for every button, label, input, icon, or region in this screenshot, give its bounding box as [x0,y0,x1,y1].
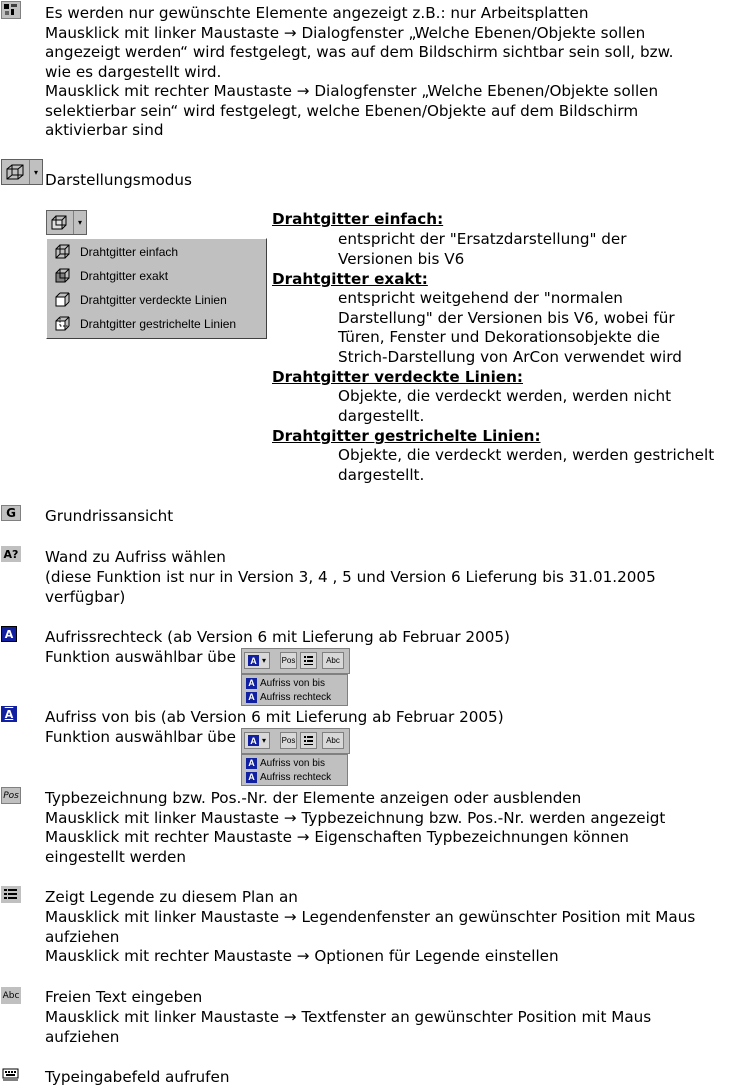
definition-term-exact: Drahtgitter exakt: [272,270,428,288]
chevron-down-icon: ▾ [261,656,266,665]
legend-button[interactable] [300,732,317,749]
mini-toolbar [241,648,350,674]
mini-menu-item-fromto[interactable] [246,676,325,690]
legend-line-3: aufziehen [45,927,120,946]
free-text-line-1: Freien Text eingeben [45,988,203,1006]
legend-button[interactable] [300,652,317,669]
menu-item-label: Drahtgitter exakt [80,269,169,283]
mini-menu-item-rect[interactable] [246,690,331,704]
elevation-rect-icon: A [1,626,17,642]
elevation-icon: A [248,735,259,746]
definition-text: entspricht weitgehend der "normalen [338,289,623,307]
elevation-rect-line-2: Funktion auswählbar übe [45,648,236,666]
wireframe-dashed-icon [55,316,71,332]
wall-elevation-icon: A? [1,546,21,562]
pos-button[interactable]: Pos [280,732,297,749]
mini-menu-item-label: Aufriss von bis [260,677,326,689]
mini-menu-item-label: Aufriss von bis [260,757,326,769]
wireframe-exact-icon [50,214,70,232]
definition-text: Darstellung" der Versionen bis V6, wobei für [338,309,675,327]
text-button[interactable]: Abc [322,652,344,669]
wireframe-hidden-lines-icon [55,292,71,308]
wireframe-simple-icon [55,244,71,260]
type-label-line-1: Typbezeichnung bzw. Pos.-Nr. der Elemente anzeigen oder ausblenden [45,789,582,807]
elevation-fromto-icon: A [246,758,257,769]
menu-item-label: Drahtgitter einfach [80,245,179,259]
pos-icon: Pos [1,787,21,804]
elevation-dropdown-button[interactable] [244,732,270,749]
legend-icon [1,886,21,903]
elevation-fromto-icon: A [1,706,17,722]
display-mode-dropdown [46,210,87,235]
mini-menu [241,674,348,706]
chevron-down-icon: ▾ [261,736,266,745]
keyboard-icon [1,1066,21,1084]
wall-elevation-line-2: (diese Funktion ist nur in Version 3, 4 , 5 und Version 6 Lieferung bis 31.01.2005 [45,568,656,586]
definition-text: entspricht der "Ersatzdarstellung" der [338,230,627,248]
mini-menu-item-fromto[interactable] [246,756,325,770]
elevation-fromto-line-1: Aufriss von bis (ab Version 6 mit Lieferung ab Februar 2005) [45,708,504,726]
free-text-line-2: Mausklick mit linker Maustaste → Textfenster an gewünschter Position mit Maus [45,1008,652,1026]
chevron-down-icon: ▾ [73,211,86,234]
filter-line-2: Mausklick mit linker Maustaste → Dialogfenster „Welche Ebenen/Objekte sollen [45,23,646,42]
filter-line-4: wie es dargestellt wird. [45,62,222,81]
pos-button[interactable]: Pos [280,652,297,669]
menu-item-wireframe-exact[interactable] [55,265,168,287]
filter-icon [1,1,21,19]
menu-item-label: Drahtgitter verdeckte Linien [80,293,227,307]
wall-elevation-line-3: verfügbar) [45,588,126,606]
elevation-dropdown-button[interactable] [244,652,270,669]
floorplan-icon: G [1,505,21,521]
type-label-line-3: Mausklick mit rechter Maustaste → Eigenschaften Typbezeichnungen können [45,828,629,846]
legend-line-1: Zeigt Legende zu diesem Plan an [45,888,298,906]
text-abc-icon: Abc [1,987,21,1004]
definition-text: dargestellt. [338,407,425,425]
filter-line-1: Es werden nur gewünschte Elemente angezeigt z.B.: nur Arbeitsplatten [45,4,589,22]
menu-item-wireframe-hidden[interactable] [55,289,227,311]
text-button[interactable]: Abc [322,732,344,749]
dropdown-arrow-icon: ▾ [29,160,42,184]
elevation-fromto-icon: A [246,678,257,689]
elevation-rect-icon: A [246,772,257,783]
filter-line-7: aktivierbar sind [45,121,164,139]
definition-text: Versionen bis V6 [338,250,465,268]
definition-term-dashed: Drahtgitter gestrichelte Linien: [272,427,541,445]
wireframe-exact-icon [55,268,71,284]
definition-text: Türen, Fenster und Dekorationsobjekte die [338,328,660,346]
type-input-text: Typeingabefeld aufrufen [45,1068,230,1086]
display-mode-button [1,159,43,185]
type-label-line-2: Mausklick mit linker Maustaste → Typbezeichnung bzw. Pos.-Nr. werden angezeigt [45,808,666,827]
display-mode-title: Darstellungsmodus [45,171,192,189]
type-label-line-4: eingestellt werden [45,847,186,866]
elevation-icon: A [248,655,259,666]
mini-menu-item-label: Aufriss rechteck [260,771,332,783]
definition-text: dargestellt. [338,466,425,484]
mini-menu-item-label: Aufriss rechteck [260,691,332,703]
definition-text: Strich-Darstellung von ArCon verwendet wird [338,348,682,366]
legend-icon [303,655,314,666]
filter-line-6: selektierbar sein“ wird festgelegt, welche Ebenen/Objekte auf dem Bildschirm [45,101,639,120]
definition-text: Objekte, die verdeckt werden, werden nicht [338,387,672,405]
menu-item-wireframe-dashed[interactable] [55,313,236,335]
filter-line-3: angezeigt werden“ wird festgelegt, was auf dem Bildschirm sichtbar sein soll, bzw. [45,43,674,61]
floorplan-text: Grundrissansicht [45,507,174,525]
legend-line-4: Mausklick mit rechter Maustaste → Optionen für Legende einstellen [45,947,559,965]
menu-item-wireframe-simple[interactable] [55,241,178,263]
definition-term-simple: Drahtgitter einfach: [272,210,444,228]
elevation-rect-line-1: Aufrissrechteck (ab Version 6 mit Lieferung ab Februar 2005) [45,628,510,646]
mini-menu [241,754,348,786]
display-mode-menu [46,238,267,339]
legend-line-2: Mausklick mit linker Maustaste → Legendenfenster an gewünschter Position mit Maus [45,908,696,926]
wireframe-cube-icon [5,163,27,182]
mini-menu-item-rect[interactable] [246,770,331,784]
mini-toolbar [241,728,350,754]
free-text-line-3: aufziehen [45,1027,120,1046]
menu-item-label: Drahtgitter gestrichelte Linien [80,317,237,331]
definition-text: Objekte, die verdeckt werden, werden gestrichelt [338,446,715,464]
elevation-fromto-line-2: Funktion auswählbar übe [45,728,236,746]
filter-line-5: Mausklick mit rechter Maustaste → Dialogfenster „Welche Ebenen/Objekte sollen [45,82,659,100]
legend-icon [303,735,314,746]
definition-term-hidden: Drahtgitter verdeckte Linien: [272,368,523,386]
wall-elevation-line-1: Wand zu Aufriss wählen [45,548,226,566]
elevation-rect-icon: A [246,692,257,703]
